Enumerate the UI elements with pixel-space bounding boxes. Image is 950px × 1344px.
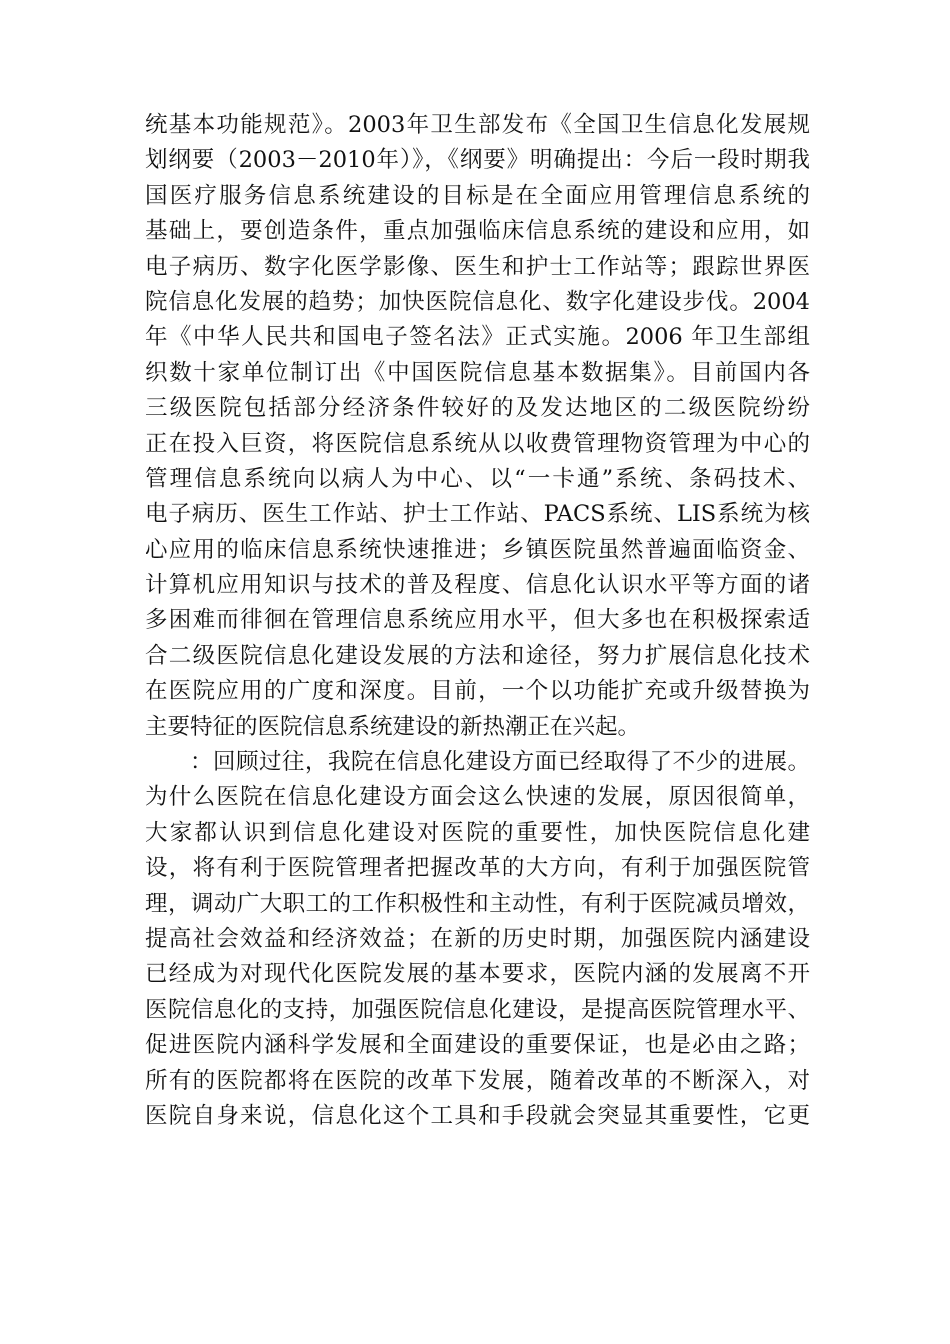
text-line: 三级医院包括部分经济条件较好的及发达地区的二级医院纷纷 xyxy=(145,395,810,422)
text-line: 基础上，要创造条件，重点加强临床信息系统的建设和应用，如 xyxy=(145,218,810,245)
text-line: 促进医院内涵科学发展和全面建设的重要保证，也是必由之路； xyxy=(145,1032,810,1059)
text-line: 管理信息系统向以病人为中心、以“一卡通”系统、条码技术、 xyxy=(145,465,810,492)
text-line: ：回顾过往，我院在信息化建设方面已经取得了不少的进展。 xyxy=(190,749,810,776)
text-line: 为什么医院在信息化建设方面会这么快速的发展，原因很简单， xyxy=(145,784,810,811)
text-line: 电子病历、数字化医学影像、医生和护士工作站等；跟踪世界医 xyxy=(145,253,810,280)
text-line: 正在投入巨资，将医院信息系统从以收费管理物资管理为中心的 xyxy=(145,430,810,457)
text-line: 心应用的临床信息系统快速推进；乡镇医院虽然普遍面临资金、 xyxy=(145,536,810,563)
text-line: 合二级医院信息化建设发展的方法和途径，努力扩展信息化技术 xyxy=(145,642,810,669)
text-line: 多困难而徘徊在管理信息系统应用水平，但大多也在积极探索适 xyxy=(145,607,810,634)
text-line: 织数十家单位制订出《中国医院信息基本数据集》。目前国内各 xyxy=(145,359,810,386)
text-line: 医院自身来说，信息化这个工具和手段就会突显其重要性，它更 xyxy=(145,1102,810,1129)
text-line: 划纲要（2003－2010年）》，《纲要》明确提出：今后一段时期我 xyxy=(145,147,810,174)
text-line: 理，调动广大职工的工作积极性和主动性，有利于医院减员增效， xyxy=(145,890,810,917)
text-line: 国医疗服务信息系统建设的目标是在全面应用管理信息系统的 xyxy=(145,182,810,209)
text-line: 电子病历、医生工作站、护士工作站、PACS系统、LIS系统为核 xyxy=(145,501,810,528)
text-line: 已经成为对现代化医院发展的基本要求，医院内涵的发展离不开 xyxy=(145,961,810,988)
text-line: 院信息化发展的趋势；加快医院信息化、数字化建设步伐。2004 xyxy=(145,288,810,315)
text-line: 大家都认识到信息化建设对医院的重要性，加快医院信息化建 xyxy=(145,819,810,846)
text-line: 年《中华人民共和国电子签名法》正式实施。2006 年卫生部组 xyxy=(145,324,810,351)
text-line: 在医院应用的广度和深度。目前，一个以功能扩充或升级替换为 xyxy=(145,678,810,705)
text-line: 设，将有利于医院管理者把握改革的大方向，有利于加强医院管 xyxy=(145,855,810,882)
body-text xyxy=(145,108,810,1134)
text-line: 统基本功能规范》。2003年卫生部发布《全国卫生信息化发展规 xyxy=(145,112,810,138)
text-line: 计算机应用知识与技术的普及程度、信息化认识水平等方面的诸 xyxy=(145,572,810,599)
text-line: 医院信息化的支持，加强医院信息化建设，是提高医院管理水平、 xyxy=(145,996,810,1023)
text-line: 提高社会效益和经济效益；在新的历史时期，加强医院内涵建设 xyxy=(145,925,810,952)
text-line: 所有的医院都将在医院的改革下发展，随着改革的不断深入，对 xyxy=(145,1067,810,1094)
text-line: 主要特征的医院信息系统建设的新热潮正在兴起。 xyxy=(145,713,641,740)
